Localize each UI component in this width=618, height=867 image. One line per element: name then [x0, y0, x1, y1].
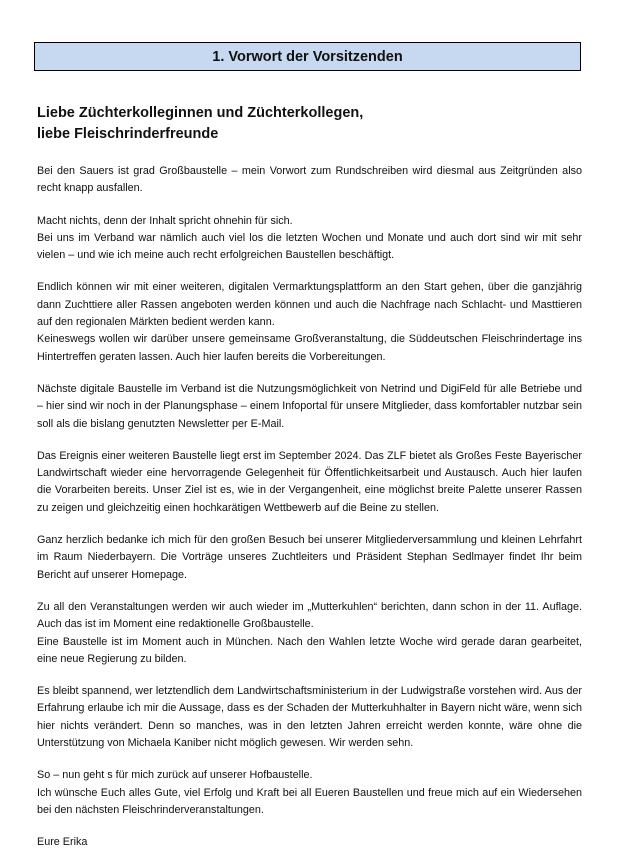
salutation-line-1: Liebe Züchterkolleginnen und Züchterkollegen,: [37, 105, 364, 121]
paragraph-line: Ganz herzlich bedanke ich mich für den großen Besuch bei unserer Mitgliederversammlung und kleinen Lehrfahrt im Raum Niederbayern. Die Vorträge unseres Zuchtleiters und Präsident Stephan Sedlmayer findet Ihr beim Bericht auf unserer Homepage.: [37, 534, 582, 581]
paragraph: [37, 767, 582, 819]
section-heading-box: [34, 42, 581, 71]
paragraph-line: So – nun geht s für mich zurück auf unserer Hofbaustelle.: [37, 769, 313, 782]
paragraph-line: Nächste digitale Baustelle im Verband ist die Nutzungsmöglichkeit von Netrind und DigiFeld für alle Betriebe und – hier sind wir noch in der Planungsphase – einem Infoportal für unsere Mitglieder, dass komfortabler nutzbar sein soll als die bislang genutzten Newsletter per E-Mail.: [37, 382, 582, 430]
paragraph-line: Bei uns im Verband war nämlich auch viel los die letzten Wochen und Monate und auch dort sind wir mit sehr vielen – und wie ich meine auch recht erfolgreichen Baustellen beschäftigt.: [37, 231, 582, 262]
paragraph-line: Es bleibt spannend, wer letztendlich dem Landwirtschaftsministerium in der Ludwigstraße vorstehen wird. Aus der Erfahrung erlaube ich mir die Aussage, dass es der Schaden der Mutterkuhhalter in Bayern nicht wäre, wenn sich hier nichts verändert. Denn so manches, was in den letzten Jahren erreicht werden konnte, wäre ohne die Unterstützung von Michaela Kaniber nicht möglich gewesen. Wir werden sehn.: [37, 685, 582, 750]
paragraph: [37, 599, 582, 668]
paragraph: [37, 381, 582, 433]
paragraph-line: Ich wünsche Euch alles Gute, viel Erfolg und Kraft bei all Eueren Baustellen und freue mich auf ein Wiedersehen bei den nächsten Fleischrinderveranstaltungen.: [37, 786, 582, 816]
salutation: [37, 103, 582, 145]
paragraph-line: Bei den Sauers ist grad Großbaustelle – mein Vorwort zum Rundschreiben wird diesmal aus Zeitgründen also recht knapp ausfallen.: [37, 165, 582, 195]
paragraph: [37, 448, 582, 517]
paragraph-line: Macht nichts, denn der Inhalt spricht ohnehin für sich.: [37, 214, 293, 227]
paragraph: [37, 213, 582, 265]
paragraph-line: Eine Baustelle ist im Moment auch in München. Nach den Wahlen letzte Woche wird gerade daran gearbeitet, eine neue Regierung zu bilden.: [37, 635, 582, 665]
salutation-line-2: liebe Fleischrinderfreunde: [37, 126, 219, 142]
paragraph-line: Zu all den Veranstaltungen werden wir auch wieder im „Mutterkuhlen“ berichten, dann schon in der 11. Auflage. Auch das ist im Moment eine redaktionelle Großbaustelle.: [37, 600, 582, 631]
paragraph-line: Endlich können wir mit einer weiteren, digitalen Vermarktungsplattform an den Start gehen, über die ganzjährig dann Zuchttiere aller Rassen angeboten werden können und auch die Nachfrage nach Schlacht- und Masttieren auf den regionalen Märkten bedient werden kann.: [37, 281, 582, 329]
paragraph: [37, 532, 582, 584]
paragraph-line: Keineswegs wollen wir darüber unsere gemeinsame Großveranstaltung, die Süddeutschen Fleischrindertage ins Hintertreffen geraten lassen. Auch hier laufen bereits die Vorbereitungen.: [37, 333, 582, 363]
letter-body: [37, 163, 582, 867]
section-heading: 1. Vorwort der Vorsitzenden: [212, 48, 403, 65]
paragraph: [37, 683, 582, 752]
signature: Eure Erika: [37, 836, 88, 849]
paragraph: [37, 279, 582, 365]
paragraph-line: Das Ereignis einer weiteren Baustelle liegt erst im September 2024. Das ZLF bietet als Großes Feste Bayerischer Landwirtschaft wieder eine hervorragende Gelegenheit für Öffentlichkeitsarbeit und Austausch. Auch hier laufen die Vorarbeiten bereits. Unser Ziel ist es, wie in der Vergangenheit, eine möglichst breite Palette unserer Rassen zu zeigen und gleichzeitig einen hochkarätigen Wettbewerb auf die Beine zu stellen.: [37, 449, 582, 514]
paragraph: [37, 163, 582, 198]
